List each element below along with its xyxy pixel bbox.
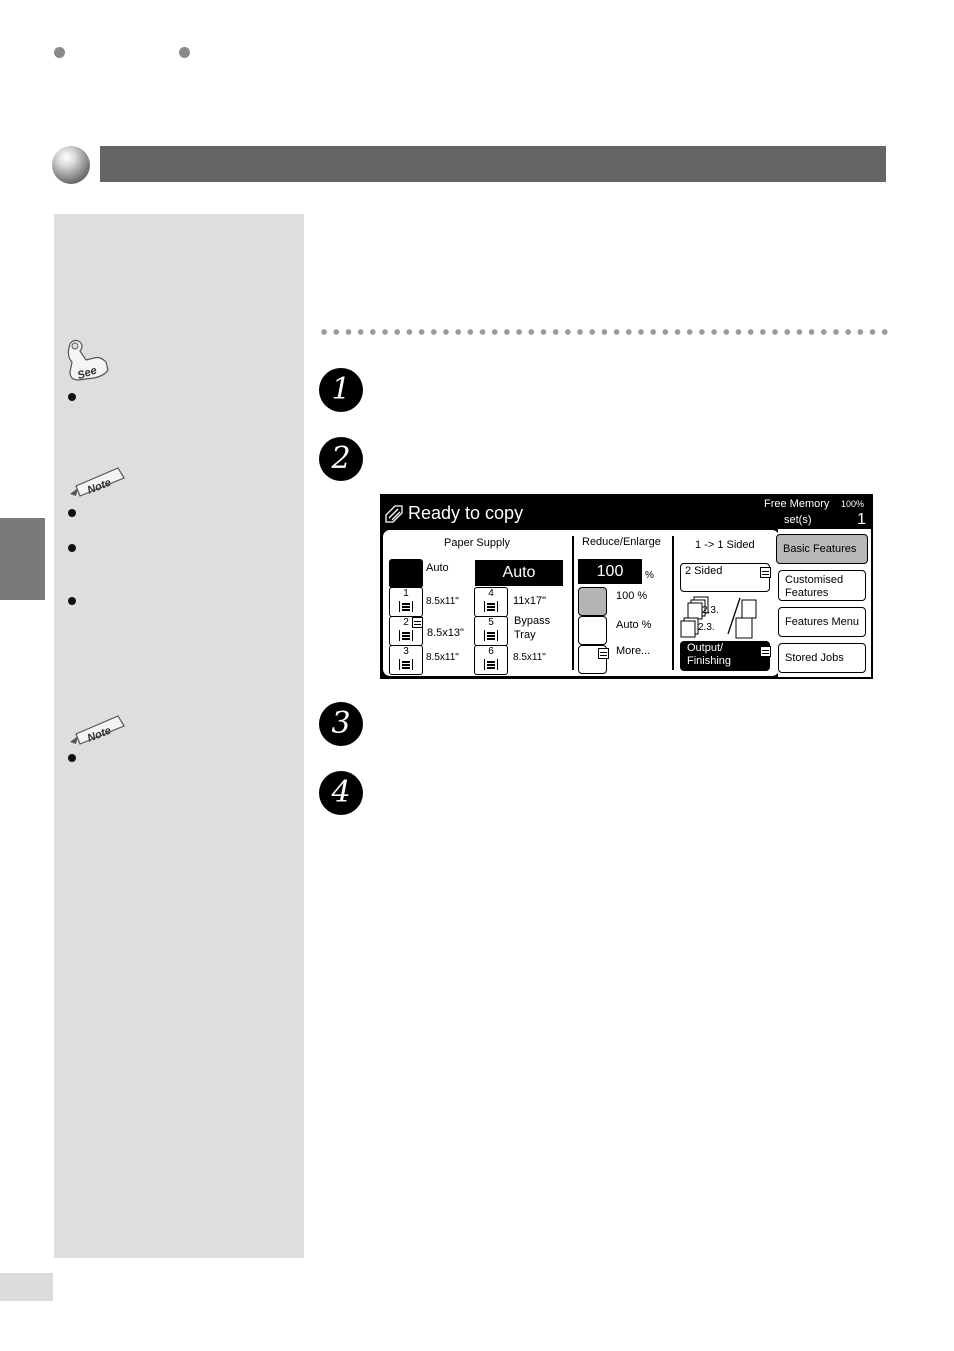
tab-basic-features[interactable]: Basic Features (776, 534, 868, 564)
note-bullet-4 (68, 754, 76, 762)
column-divider-2 (672, 536, 674, 670)
chapter-tab (0, 518, 45, 600)
see-icon (64, 338, 114, 386)
tray-3-size: 8.5x11" (426, 652, 459, 663)
note-label-1: Note (85, 476, 113, 497)
reduce-auto-label: Auto % (616, 619, 652, 631)
step-3-marker: 3 (319, 702, 363, 746)
two-sided-menu-icon (760, 567, 771, 578)
tray-5-label-line2: Tray (514, 629, 536, 641)
svg-text:2.3.: 2.3. (698, 622, 715, 633)
auto-paper-button[interactable] (389, 559, 423, 588)
paper-auto-display: Auto (475, 560, 563, 586)
tab-features-menu[interactable]: Features Menu (778, 607, 866, 637)
tray-1-size: 8.5x11" (426, 596, 459, 607)
reduce-auto-button[interactable] (578, 616, 607, 645)
tray-6-button[interactable]: 6 (474, 645, 508, 675)
note-icon (66, 712, 126, 746)
tray-5-label-line1: Bypass (514, 615, 551, 627)
output-menu-icon (760, 646, 771, 657)
note-bullet-2 (68, 544, 76, 552)
note-bullet-3 (68, 597, 76, 605)
svg-text:2.3.: 2.3. (702, 605, 719, 616)
step-2-marker: 2 (319, 437, 363, 481)
note-bullet-1 (68, 509, 76, 517)
tab-customised-features[interactable]: Customised Features (778, 570, 866, 601)
free-memory-label: Free Memory (764, 498, 830, 510)
reduce-enlarge-header: Reduce/Enlarge (582, 536, 661, 548)
see-bullet (68, 393, 76, 401)
header-dot-right (179, 47, 190, 58)
free-memory-value: 100% (841, 499, 865, 509)
tray-1-button[interactable]: 1 (389, 587, 423, 617)
screen-title: Ready to copy (408, 503, 524, 523)
step-4-marker: 4 (319, 771, 363, 815)
tray-2-menu-icon (412, 617, 423, 628)
output-label-line2: Finishing (687, 655, 732, 667)
step-1-marker: 1 (319, 368, 363, 412)
column-divider-1 (572, 536, 574, 670)
tray-2-size: 8.5x13" (427, 627, 464, 639)
reduce-value-display: 100 (578, 559, 642, 584)
duplex-illustration-icon (680, 594, 762, 642)
reduce-100-button[interactable] (578, 587, 607, 616)
section-orb-icon (52, 146, 90, 184)
reduce-unit: % (645, 570, 654, 581)
note-icon (66, 464, 126, 498)
note-label-2: Note (85, 724, 113, 745)
tray-5-bypass-button[interactable]: 5 (474, 616, 508, 646)
see-label: See (75, 364, 99, 383)
dotted-divider (318, 329, 888, 335)
reduce-more-label: More... (616, 645, 651, 657)
copier-screen (380, 494, 873, 679)
tray-3-button[interactable]: 3 (389, 645, 423, 675)
header-dot-left (54, 47, 65, 58)
two-sided-label: 2 Sided (685, 565, 723, 577)
sided-header: 1 -> 1 Sided (695, 539, 755, 551)
tray-4-button[interactable]: 4 (474, 587, 508, 617)
reduce-more-menu-icon (598, 648, 609, 659)
reduce-100-label: 100 % (616, 590, 648, 602)
output-label-line1: Output/ (687, 642, 724, 654)
tray-2-button[interactable]: 2 (389, 616, 423, 646)
sets-label: set(s) (784, 514, 812, 526)
sets-value: 1 (857, 511, 866, 528)
section-title-bar (100, 146, 886, 182)
tray-4-size: 11x17" (513, 595, 547, 607)
auto-paper-label: Auto (426, 562, 449, 574)
tray-6-size: 8.5x11" (513, 652, 546, 663)
page-number-tab (0, 1273, 53, 1301)
tab-stored-jobs[interactable]: Stored Jobs (778, 643, 866, 673)
copy-machine-icon (384, 504, 404, 524)
paper-supply-header: Paper Supply (444, 537, 511, 549)
